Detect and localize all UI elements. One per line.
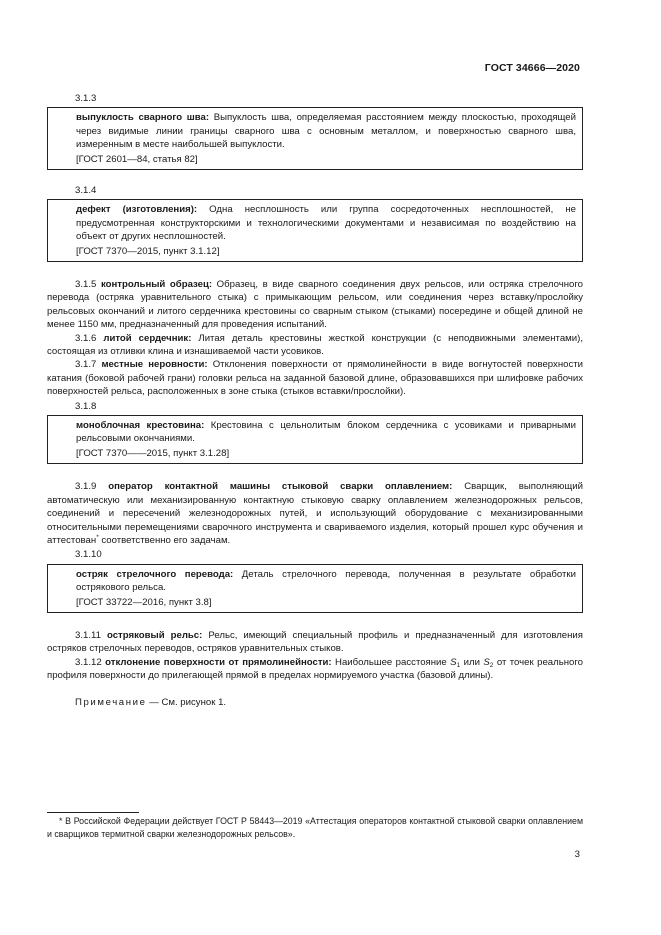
subscript-2: 2 [489,661,494,669]
term-3-1-10: остряк стрелочного перевода: [76,568,234,580]
document-code-header: ГОСТ 34666—2020 [484,62,580,74]
source-ref-3-1-3: [ГОСТ 2601—84, статья 82] [76,153,198,165]
page-number: 3 [574,849,580,860]
definition-box-3-1-8 [47,415,583,464]
clause-3-1-11 [47,629,583,656]
footnote-text: * В Российской Федерации действует ГОСТ Р 58443—2019 «Аттестация операторов контактной стыковой сварки оплавлением и сварщиков термитной сварки железнодорожных рельсов». [47,816,583,839]
note-text: — См. рисунок 1. [146,696,227,708]
clause-number-3-1-11: 3.1.11 [75,629,101,641]
clause-3-1-6 [47,332,583,359]
term-3-1-7: местные неровности: [101,359,208,371]
definition-3-1-7: Отклонения поверхности от прямолинейности в виде вогнутостей поверхности катания (боковой рабочей грани) головки рельса на заданной базовой длине, образовавшихся при шлифовке рабочих поверхностей рельса, расположенных в зоне стыка (стыков вставки/прослойки). [47,359,584,398]
definition-3-1-5: Образец, в виде сварного соединения двух рельсов, или остряка стрелочного перевода (остряка уравнительного стыка) с примыкающим рельсом, или соединения через вставку/прослойку рельсовых окончаний и литого сердечника крестовины со сварным стыком (стыками) посередине и общей длиной не менее 1150 мм, предназначенный для проведения испытаний. [47,279,583,331]
term-3-1-12: отклонение поверхности от прямолинейности: [105,656,332,668]
variable-s2: S [483,656,490,668]
term-3-1-6: литой сердечник: [103,332,192,344]
definition-3-1-3: Выпуклость шва, определяемая расстоянием между плоскостью, проходящей через видимые линии границы сварного шва с основным металлом, и поверхностью сварного шва, измеренным в месте наибольшей выпуклости. [76,112,576,151]
definition-3-1-8: Крестовина с цельнолитым блоком сердечника с усовиками и приварными рельсовыми окончаниями. [76,420,577,445]
term-3-1-4: дефект (изготовления): [76,204,198,216]
variable-s1: S [450,656,457,668]
note [47,696,583,709]
definition-box-3-1-3 [47,107,583,170]
clause-number-3-1-12: 3.1.12 [75,656,102,668]
clause-number-3-1-10: 3.1.10 [75,549,102,561]
footnote-marker: * [96,533,99,541]
source-ref-3-1-8: [ГОСТ 7370——2015, пункт 3.1.28] [76,447,230,459]
source-ref-3-1-10: [ГОСТ 33722—2016, пункт 3.8] [76,596,212,608]
definition-3-1-9: Сварщик, выполняющий автоматическую или механизированную контактную стыковую сварку оплавлением железнодорожных рельсов, соединений и пересечений железнодорожных путей, и использующий оборудование с механизированными относительными перемещениями сварочного инструмента и свариваемого изделия, который прошел курс обучения и аттестован [47,481,583,546]
term-3-1-11: остряковый рельс: [106,629,203,641]
definition-3-1-6: Литая деталь крестовины жесткой конструкции (с неподвижными элементами), состоящая из отливки клина и изнашиваемой части усовиков. [47,332,583,358]
clause-3-1-7 [47,358,583,398]
clause-3-1-12 [47,656,583,683]
term-3-1-5: контрольный образец: [100,279,213,291]
clause-number-3-1-4: 3.1.4 [75,185,97,197]
term-3-1-3: выпуклость сварного шва: [76,112,210,124]
definition-3-1-12-c: от точек реального профиля поверхности до прилегающей прямой в пределах нормируемого участка (базовой длины). [47,656,583,682]
source-ref-3-1-4: [ГОСТ 7370—2015, пункт 3.1.12] [76,245,220,257]
term-3-1-9: оператор контактной машины стыковой сварки оплавлением: [108,481,453,493]
clause-3-1-9 [47,480,583,547]
clause-number-3-1-7: 3.1.7 [75,359,97,371]
term-3-1-8: моноблочная крестовина: [76,420,205,432]
definition-3-1-12-a: Наибольшее расстояние [331,656,451,668]
clause-3-1-5 [47,278,583,332]
clause-number-3-1-6: 3.1.6 [75,332,97,344]
definition-3-1-4: Одна несплошность или группа сосредоточенных несплошностей, не предусмотренная конструкторскими и технологическими документами и независимая по воздействию на объект от других несплошностей. [76,204,576,243]
clause-number-3-1-5: 3.1.5 [75,279,97,291]
footnote-divider [47,812,139,813]
clause-number-3-1-8: 3.1.8 [75,400,97,412]
clause-number-3-1-9: 3.1.9 [75,481,97,493]
definition-3-1-9-end: соответственно его задачам. [98,534,231,546]
definition-box-3-1-10 [47,564,583,613]
definition-3-1-10: Деталь стрелочного перевода, полученная в результате обработки острякового рельса. [76,568,576,594]
note-label: Примечание [75,696,147,708]
document-body [47,92,583,709]
definition-box-3-1-4 [47,199,583,262]
definition-3-1-12-b: или [460,656,484,668]
clause-number-3-1-3: 3.1.3 [75,93,97,104]
subscript-1: 1 [456,661,461,669]
definition-3-1-11: Рельс, имеющий специальный профиль и предназначенный для изготовления остряков стрелочных переводов, остряков уравнительных стыков. [47,629,583,655]
